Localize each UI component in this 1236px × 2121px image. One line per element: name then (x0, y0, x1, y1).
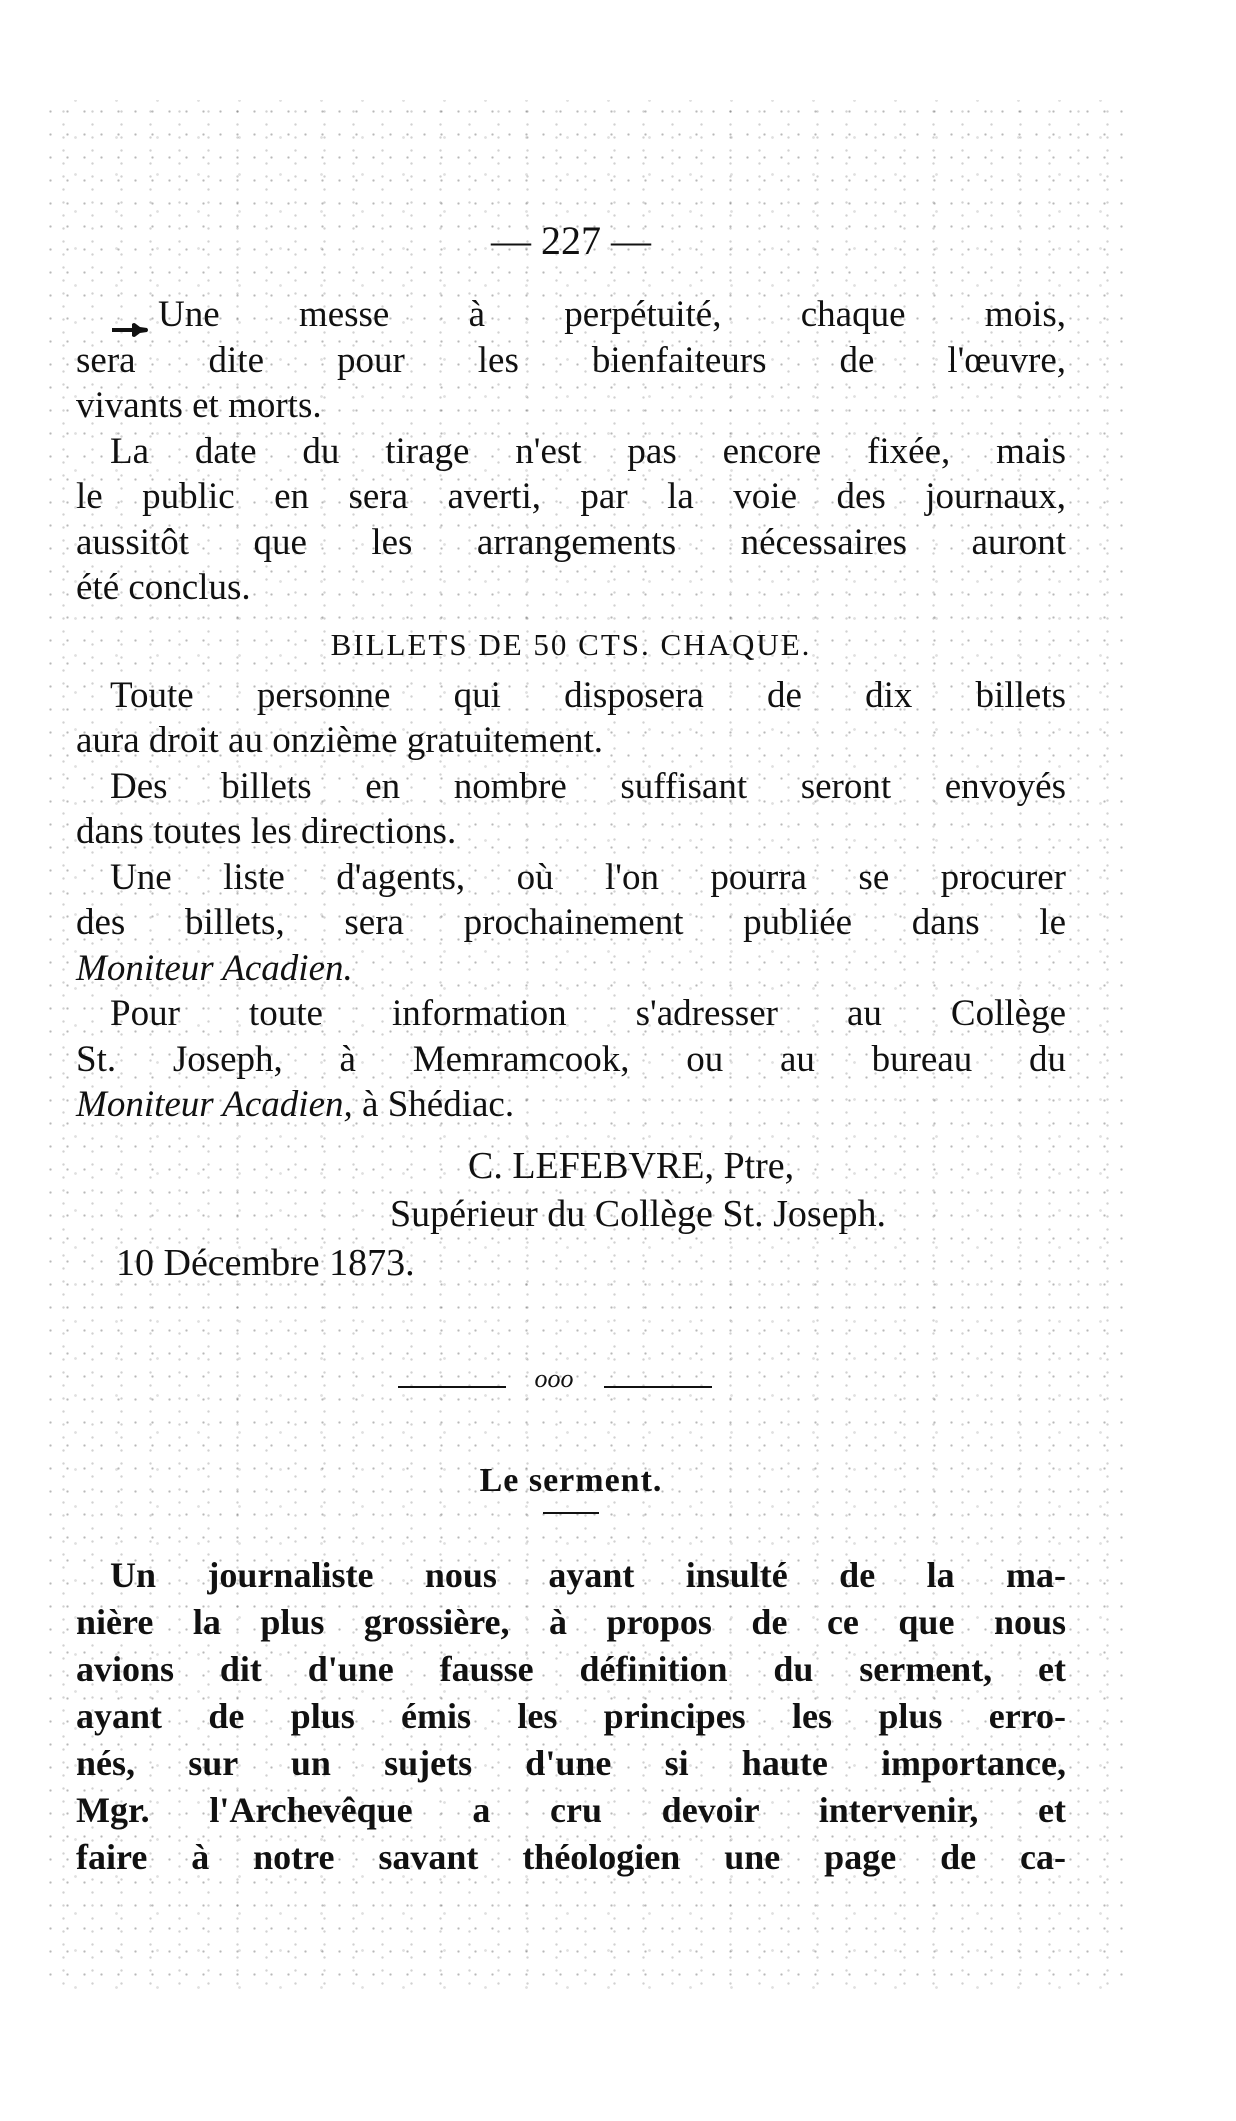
text-line: dans toutes les directions. (76, 811, 457, 852)
article-title: Le serment. (479, 1461, 663, 1499)
page-text (76, 100, 1066, 1881)
text-line: La date du tirage n'est pas encore fixée, mais (110, 430, 1066, 472)
text-line: Une liste d'agents, où l'on pourra se procurer (110, 856, 1066, 898)
article-body (76, 1552, 1066, 1881)
text-line-italic: Moniteur Acadien. (76, 947, 353, 989)
billets-paragraph-2 (76, 764, 1066, 855)
text-line: nés, sur un sujets d'une si haute importance, (76, 1742, 1066, 1783)
signature-name: C. LEFEBVRE, Ptre, (468, 1144, 795, 1187)
billets-paragraph-3 (76, 855, 1066, 992)
text-line: avions dit d'une fausse définition du serment, et (76, 1648, 1066, 1689)
separator-rule-left (398, 1386, 506, 1388)
separator-ornament: ooo (534, 1363, 574, 1393)
text-line: des billets, sera prochainement publiée dans le (76, 902, 1066, 943)
text-line: St. Joseph, à Memramcook, ou au bureau du (76, 1038, 1066, 1080)
title-underline (543, 1512, 599, 1514)
text-line: Mgr. l'Archevêque a cru devoir intervenir, et (76, 1789, 1066, 1830)
billets-paragraph-1 (76, 673, 1066, 764)
signature-date: 10 Décembre 1873. (116, 1241, 415, 1284)
text-line: vivants et morts. (76, 385, 322, 426)
text-line: Toute personne qui disposera de dix billets (110, 674, 1066, 716)
text-line-content: à Shédiac. (352, 1084, 515, 1125)
section-separator (76, 1344, 1066, 1426)
text-line (76, 292, 1066, 338)
text-line-content: Une messe à perpétuité, chaque mois, (158, 294, 1066, 335)
text-line: ayant de plus émis les principes les plus erro- (76, 1695, 1066, 1736)
signature-title: Supérieur du Collège St. Joseph. (390, 1192, 887, 1235)
text-line: Pour toute information s'adresser au Collège (110, 993, 1066, 1034)
text-line: aussitôt que les arrangements nécessaires auront (76, 521, 1066, 563)
text-line: aura droit au onzième gratuitement. (76, 720, 604, 761)
publication-name: Moniteur Acadien, (76, 1084, 353, 1125)
text-line: le public en sera averti, par la voie des journaux, (76, 476, 1066, 517)
text-line (76, 1082, 1066, 1128)
text-line: faire à notre savant théologien une page de ca- (76, 1836, 1066, 1877)
announcement-paragraph-1 (76, 292, 1066, 429)
text-line: Des billets en nombre suffisant seront envoyés (110, 765, 1066, 807)
billets-paragraph-4 (76, 991, 1066, 1128)
page-number: — 227 — (491, 218, 651, 263)
section-heading: BILLETS DE 50 CTS. CHAQUE. (330, 626, 812, 662)
text-line: Un journaliste nous ayant insulté de la ma- (110, 1554, 1066, 1595)
text-line: été conclus. (76, 567, 251, 608)
announcement-paragraph-2 (76, 429, 1066, 611)
separator-rule-right (604, 1386, 712, 1388)
text-line: nière la plus grossière, à propos de ce que nous (76, 1601, 1066, 1642)
text-line: sera dite pour les bienfaiteurs de l'œuvre, (76, 339, 1066, 381)
pointing-hand-icon (110, 307, 150, 329)
